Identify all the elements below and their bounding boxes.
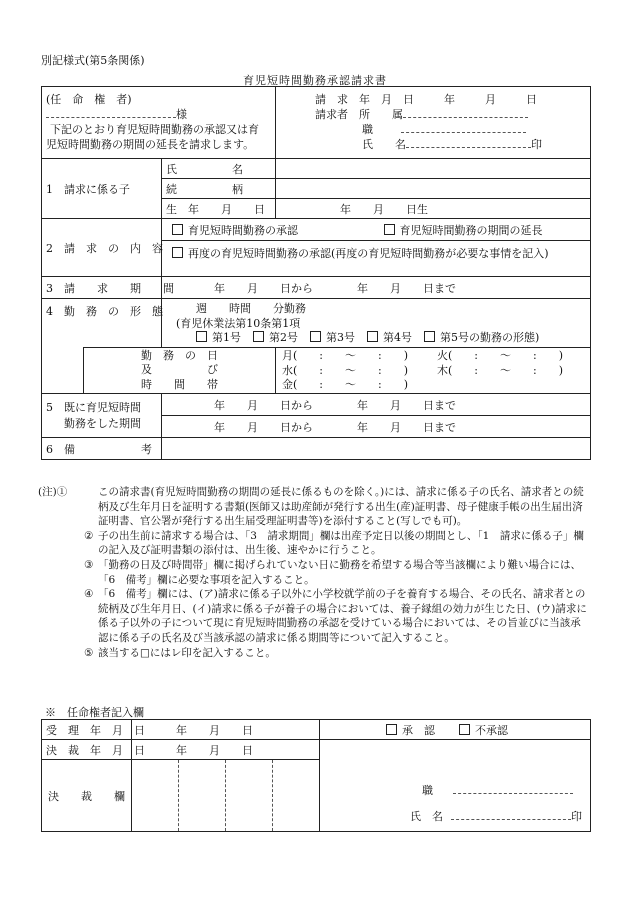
work-days-label-1: 勤 務 の 日 <box>141 348 218 362</box>
decision-column-label: 決 裁 欄 <box>42 760 132 832</box>
section5-label-1: 5 既に育児短時間 <box>46 400 141 414</box>
checkbox-disapprove[interactable] <box>459 724 470 735</box>
day-friday[interactable]: 金( : 〜 : ) <box>282 378 408 391</box>
note-1 <box>38 485 590 529</box>
sama-label: 様 <box>176 108 187 121</box>
note-5 <box>60 646 590 661</box>
past-period-2[interactable]: 年 月 日から 年 月 日まで <box>162 416 591 438</box>
law-reference: (育児休業法第10条第1項 <box>176 316 301 330</box>
section5-label <box>42 394 162 438</box>
post-label: 職 <box>362 123 373 136</box>
section6-label: 6 備 考 <box>42 438 162 460</box>
work-days-grid[interactable] <box>276 348 591 394</box>
approve-label: 承 認 <box>402 723 435 737</box>
day-tuesday[interactable]: 火( : 〜 : ) <box>437 349 563 362</box>
note-1-text: この請求書(育児短時間勤務の期間の延長に係るものを除く。)には、請求に係る子の氏名、請求者との続柄及び生年月日を証明する書類(医師又は助産師が発行する出生(産)証明書、母子健康手帳の出生届出済証明書、官公署が発行する出生届受理証明書等)を添付すること(写しでも可)。 <box>98 486 584 528</box>
intro-text-2: 児短時間勤務の期間の延長を請求します。 <box>46 138 255 151</box>
day-monday[interactable]: 月( : 〜 : ) <box>282 349 408 362</box>
checkbox-item3[interactable] <box>310 331 321 342</box>
checkbox-approval[interactable] <box>172 224 183 235</box>
child-birth-value[interactable]: 年 月 日生 <box>276 199 591 219</box>
day-wednesday[interactable]: 水( : 〜 : ) <box>282 363 408 377</box>
request-period-value[interactable]: 年 月 日から 年 月 日まで <box>162 277 591 299</box>
document-title: 育児短時間勤務承認請求書 <box>243 74 387 87</box>
item5-label: 第5号 <box>440 331 469 344</box>
decided-date-label: 決 裁 年 月 日 <box>42 740 132 760</box>
weekly-hours[interactable]: 週 時間 分勤務 <box>196 302 306 315</box>
note-3-text: 「勤務の日及び時間帯」欄に掲げられていない日に勤務を希望する場合等当該欄により難い場合には、「6 備考」欄に必要な事項を記入すること。 <box>98 558 581 586</box>
remarks-field[interactable] <box>162 438 591 460</box>
checkbox-item4[interactable] <box>367 331 378 342</box>
note-4-text: 「6 備考」欄には、(ア)請求に係る子以外に小学校就学前の子を養育する場合、その氏名、請求者との続柄及び生年月日、(イ)請求に係る子が養子の場合においては、養子縁組の効力が生じた日、(ウ)請求に係る子以外の子について現に育児短時間勤務の承認を受けている場合においては、その旨並びに当該承認に係る子の氏名及び当該承認の請求に係る期間等について記入すること。 <box>98 588 587 644</box>
section3-label: 3 請 求 期 間 <box>42 277 162 299</box>
authority-post-label: 職 <box>422 784 433 797</box>
year-label: 年 <box>444 93 455 106</box>
option-reapproval: 再度の育児短時間勤務の承認(再度の育児短時間勤務が必要な事情を記入) <box>188 247 549 260</box>
note-4 <box>60 587 590 645</box>
note-2-num: ② <box>84 529 94 542</box>
checkbox-reapproval[interactable] <box>172 247 183 258</box>
name-label: 氏 名 <box>362 138 406 151</box>
item2-label: 第2号 <box>269 331 298 344</box>
section4-label: 4 勤 務 の 形 態 <box>42 299 162 348</box>
child-name-field[interactable] <box>276 159 591 179</box>
notes <box>38 485 590 660</box>
work-days-label <box>84 348 276 394</box>
section1-label: 1 請求に係る子 <box>42 159 162 219</box>
affiliation-field[interactable] <box>403 117 528 118</box>
section5-label-2: 勤務をした期間 <box>64 416 141 430</box>
child-name-label: 氏 名 <box>162 159 276 179</box>
note-2 <box>60 529 590 558</box>
post-field[interactable] <box>401 132 526 133</box>
decision-options <box>320 720 591 740</box>
received-date-label: 受 理 年 月 日 <box>42 720 132 740</box>
month-label: 月 <box>485 93 496 106</box>
day-thursday[interactable]: 木( : 〜 : ) <box>437 363 563 377</box>
note-4-num: ④ <box>84 588 94 601</box>
authority-signature <box>320 740 591 832</box>
work-days-label-2: 及 び <box>141 363 218 377</box>
intro-text-1: 下記のとおり育児短時間勤務の承認又は育 <box>50 123 259 136</box>
authority-name-field[interactable] <box>451 819 571 820</box>
checkbox-extension[interactable] <box>384 224 395 235</box>
checkbox-approve[interactable] <box>386 724 397 735</box>
day-label: 日 <box>526 93 537 106</box>
disapprove-label: 不承認 <box>475 723 508 737</box>
note-1-num: (注)① <box>38 486 68 498</box>
option-approval: 育児短時間勤務の承認 <box>188 223 298 237</box>
requester-block <box>276 87 591 159</box>
checkbox-item1[interactable] <box>196 331 207 342</box>
form-label: 別記様式(第5条関係) <box>41 54 145 67</box>
authority-label: (任 命 権 者) <box>46 93 132 106</box>
section2-label: 2 請 求 の 内 容 <box>42 219 162 277</box>
note-3-num: ③ <box>84 558 94 571</box>
work-form-options <box>166 331 586 346</box>
child-relation-label: 続 柄 <box>162 179 276 199</box>
authority-section-heading: ※ 任命権者記入欄 <box>45 706 144 719</box>
decision-stamp-area[interactable] <box>132 760 320 832</box>
checkbox-item5[interactable] <box>424 331 435 342</box>
note-3 <box>60 558 590 587</box>
checkbox-item2[interactable] <box>253 331 264 342</box>
note-2-text: 子の出生前に請求する場合は、「3 請求期間」欄は出産予定日以後の期間とし、「1 請求に係る子」欄の記入及び証明書類の添付は、出生後、速やかに行うこと。 <box>98 529 584 557</box>
work-form-suffix: の勤務の形態) <box>469 331 540 344</box>
authority-seal-label: 印 <box>571 810 582 823</box>
child-birth-label: 生 年 月 日 <box>162 199 276 219</box>
authority-table <box>41 719 591 832</box>
note-5-text: 該当する□にはレ印を記入すること。 <box>98 646 276 659</box>
item3-label: 第3号 <box>326 331 355 344</box>
authority-post-field[interactable] <box>453 793 573 794</box>
name-field[interactable] <box>406 147 531 148</box>
request-date-label: 請 求 年 月 日 <box>315 93 414 106</box>
work-days-label-3: 時 間 帯 <box>141 377 218 391</box>
past-period-1[interactable]: 年 月 日から 年 月 日まで <box>162 394 591 416</box>
item4-label: 第4号 <box>383 331 412 344</box>
received-date-value[interactable]: 年 月 日 <box>132 720 320 740</box>
addressee-block <box>42 87 276 159</box>
option-extension: 育児短時間勤務の期間の延長 <box>399 223 543 237</box>
decided-date-value[interactable]: 年 月 日 <box>132 740 320 760</box>
authority-name-label: 氏 名 <box>410 810 443 823</box>
item1-label: 第1号 <box>212 331 241 344</box>
request-form-table <box>41 86 591 460</box>
seal-label: 印 <box>531 138 542 151</box>
requester-label: 請求者 所 属 <box>315 108 403 121</box>
note-5-num: ⑤ <box>84 646 94 659</box>
child-relation-field[interactable] <box>276 179 591 199</box>
